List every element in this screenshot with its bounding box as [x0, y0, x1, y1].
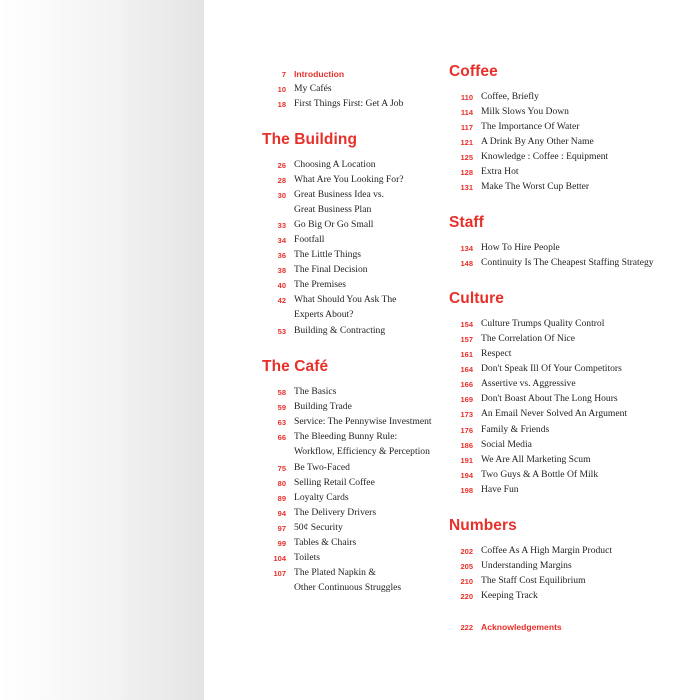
page-number: 66	[277, 433, 286, 442]
page-number: 34	[277, 236, 286, 245]
page-number: 148	[460, 259, 473, 268]
entry-title: What Are You Looking For?	[294, 174, 404, 185]
entry-title-line-2: Other Continuous Struggles	[294, 582, 402, 593]
entry-title: Selling Retail Coffee	[294, 477, 375, 488]
entry-title: How To Hire People	[481, 242, 560, 253]
page-number: 18	[277, 100, 286, 109]
page-number: 154	[460, 320, 473, 329]
page-number: 97	[277, 524, 286, 533]
section-heading-the-cafe: The Café	[262, 358, 329, 375]
page-number: 110	[460, 93, 473, 102]
entry-title: Have Fun	[481, 484, 519, 495]
entry-title	[294, 567, 401, 594]
entry-title-line-1: What Should You Ask The	[294, 294, 397, 305]
page-number: 117	[460, 123, 473, 132]
page-number: 191	[460, 456, 473, 465]
page-number: 205	[460, 562, 473, 571]
entry-title-line-2: Great Business Plan	[294, 204, 372, 215]
page-number: 59	[277, 403, 286, 412]
page-number: 33	[277, 221, 286, 230]
page-number: 157	[460, 335, 473, 344]
page-number: 166	[460, 380, 473, 389]
entry-title: Two Guys & A Bottle Of Milk	[481, 469, 599, 480]
entry-title: The Correlation Of Nice	[481, 333, 576, 344]
page-number: 94	[277, 509, 286, 518]
page-number: 164	[460, 365, 473, 374]
entry-title: Extra Hot	[481, 166, 519, 177]
entry-title: Culture Trumps Quality Control	[481, 318, 605, 329]
page-number: 128	[460, 168, 473, 177]
page-number: 42	[277, 296, 286, 305]
page-number: 210	[460, 577, 473, 586]
page-number: 58	[277, 388, 286, 397]
section-heading-culture: Culture	[449, 290, 504, 307]
entry-title: Choosing A Location	[294, 159, 376, 170]
page-number: 38	[277, 266, 286, 275]
page-number: 198	[460, 486, 473, 495]
section-heading-staff: Staff	[449, 214, 484, 231]
entry-title: Keeping Track	[481, 590, 538, 601]
entry-title: The Premises	[294, 279, 346, 290]
page-number: 63	[277, 418, 286, 427]
book-spine-shadow	[0, 0, 204, 700]
section-heading-coffee: Coffee	[449, 63, 498, 80]
entry-title	[294, 294, 396, 321]
page-number: 131	[460, 183, 473, 192]
entry-title-line-2: Workflow, Efficiency & Perception	[294, 446, 430, 457]
entry-title: Coffee, Briefly	[481, 91, 539, 102]
entry-title	[294, 431, 430, 458]
section-heading-numbers: Numbers	[449, 517, 517, 534]
entry-title: The Basics	[294, 386, 337, 397]
page-number: 53	[277, 327, 286, 336]
page-number: 26	[277, 161, 286, 170]
entry-title: Assertive vs. Aggressive	[481, 378, 576, 389]
page-number: 89	[277, 494, 286, 503]
entry-title: Coffee As A High Margin Product	[481, 545, 613, 556]
page-number: 169	[460, 395, 473, 404]
section-heading-the-building: The Building	[262, 131, 358, 148]
entry-title-line-1: Great Business Idea vs.	[294, 189, 385, 200]
page-number: 30	[277, 191, 286, 200]
entry-title	[294, 189, 384, 216]
page-number: 134	[460, 244, 473, 253]
entry-title: Social Media	[481, 439, 532, 450]
page-number: 40	[277, 281, 286, 290]
page-number: 220	[460, 592, 473, 601]
page-number: 114	[460, 108, 473, 117]
entry-title: The Delivery Drivers	[294, 507, 377, 518]
entry-title: Acknowledgements	[481, 622, 562, 632]
page-number: 176	[460, 426, 473, 435]
entry-title: Family & Friends	[481, 424, 550, 435]
entry-title: Toilets	[294, 552, 320, 563]
page-number: 75	[277, 464, 286, 473]
entry-title: Milk Slows You Down	[481, 106, 569, 117]
entry-title: Knowledge : Coffee : Equipment	[481, 151, 609, 162]
page-number: 222	[460, 623, 473, 632]
entry-title: The Importance Of Water	[481, 121, 580, 132]
page-number: 161	[460, 350, 473, 359]
entry-title: First Things First: Get A Job	[294, 98, 404, 109]
entry-title: Building & Contracting	[294, 325, 386, 336]
page-number: 10	[277, 85, 286, 94]
entry-title: A Drink By Any Other Name	[481, 136, 594, 147]
page-number: 104	[273, 554, 286, 563]
page-number: 107	[273, 569, 286, 578]
entry-title: 50¢ Security	[294, 522, 343, 533]
entry-title: Don't Speak Ill Of Your Competitors	[481, 363, 622, 374]
entry-title: Footfall	[294, 234, 325, 245]
entry-title-line-1: The Bleeding Bunny Rule:	[294, 431, 398, 442]
entry-title: An Email Never Solved An Argument	[481, 408, 628, 419]
entry-title: The Little Things	[294, 249, 361, 260]
entry-title: Tables & Chairs	[294, 537, 357, 548]
page-number: 202	[460, 547, 473, 556]
entry-title: Service: The Pennywise Investment	[294, 416, 432, 427]
entry-title: Understanding Margins	[481, 560, 572, 571]
page-number: 125	[460, 153, 473, 162]
page-number: 36	[277, 251, 286, 260]
entry-title: Be Two-Faced	[294, 462, 350, 473]
entry-title: Loyalty Cards	[294, 492, 349, 503]
entry-title: Go Big Or Go Small	[294, 219, 374, 230]
entry-title: Respect	[481, 348, 512, 359]
page-number: 7	[281, 70, 286, 79]
page-number: 121	[460, 138, 473, 147]
page-number: 194	[460, 471, 473, 480]
entry-title: The Final Decision	[294, 264, 368, 275]
page-number: 173	[460, 410, 473, 419]
page-number: 28	[277, 176, 286, 185]
entry-title-line-1: The Plated Napkin &	[294, 567, 376, 578]
entry-title: We Are All Marketing Scum	[481, 454, 591, 465]
entry-title-line-2: Experts About?	[294, 309, 354, 320]
entry-title: The Staff Cost Equilibrium	[481, 575, 586, 586]
entry-title: Don't Boast About The Long Hours	[481, 393, 618, 404]
entry-title: Building Trade	[294, 401, 352, 412]
entry-title: My Cafés	[294, 83, 332, 94]
entry-title: Make The Worst Cup Better	[481, 181, 590, 192]
page-number: 99	[277, 539, 286, 548]
page-number: 80	[277, 479, 286, 488]
entry-title: Introduction	[294, 69, 345, 79]
entry-title: Continuity Is The Cheapest Staffing Strategy	[481, 257, 654, 268]
page-number: 186	[460, 441, 473, 450]
